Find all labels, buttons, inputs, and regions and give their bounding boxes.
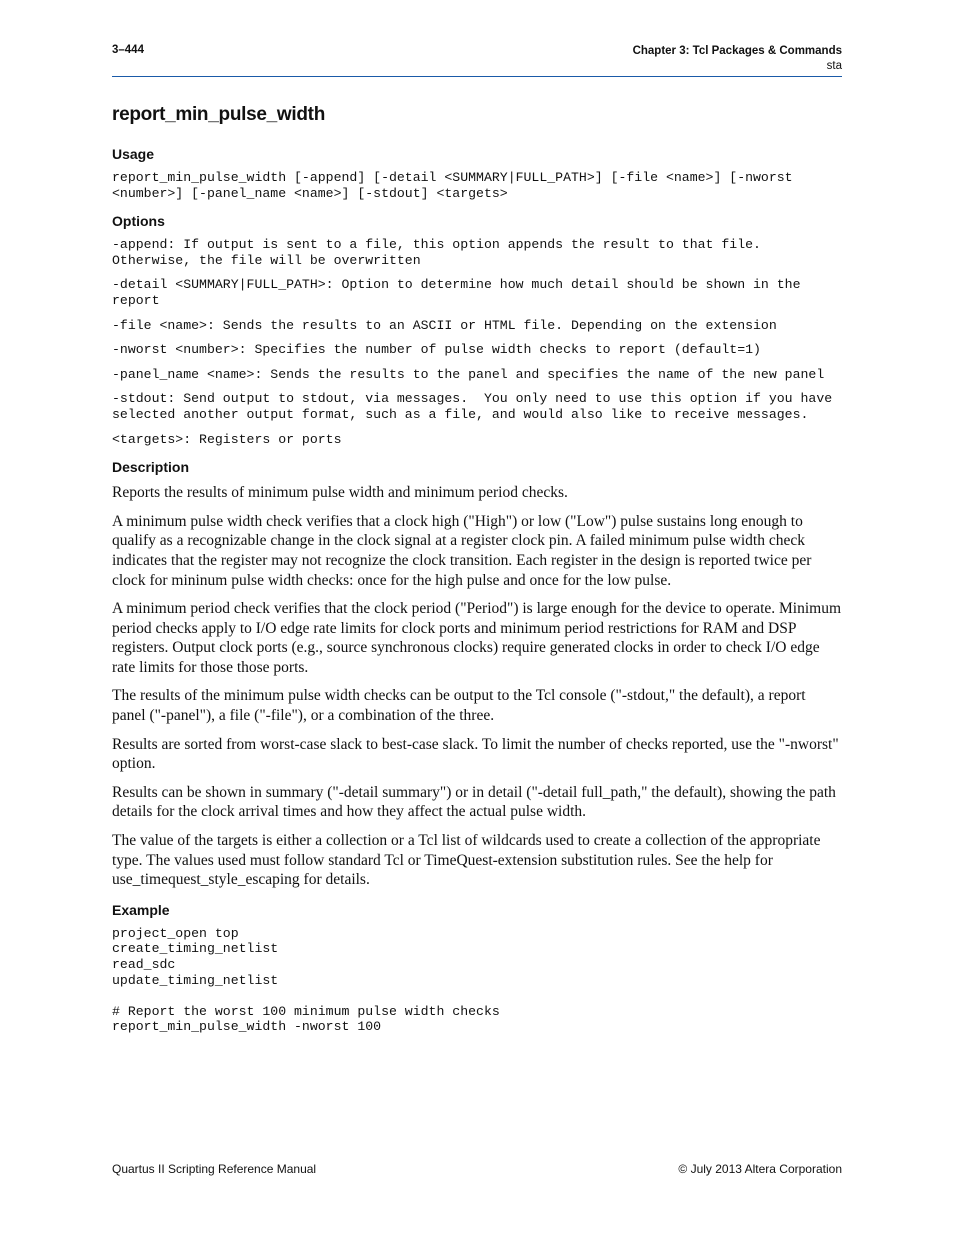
description-section (112, 459, 842, 890)
command-title: report_min_pulse_width (112, 104, 325, 125)
option-item: -append: If output is sent to a file, this option appends the result to that file. Otherwise, the file will be overwritten (112, 237, 769, 268)
page-number: 3–444 (112, 44, 144, 56)
usage-section (112, 146, 842, 201)
description-paragraph: The results of the minimum pulse width checks can be output to the Tcl console ("-stdout," the default), a report panel ("-panel"), a file ("-file"), or a combination of the three. (112, 687, 806, 725)
usage-text: report_min_pulse_width [-append] [-detail <SUMMARY|FULL_PATH>] [-file <name>] [-nworst <number>] [-panel_name <name>] [-stdout] <targets> (112, 170, 801, 201)
options-heading: Options (112, 213, 165, 230)
option-item: -file <name>: Sends the results to an ASCII or HTML file. Depending on the extension (112, 317, 777, 333)
description-paragraph: Results are sorted from worst-case slack to best-case slack. To limit the number of checks reported, use the "-nworst" option. (112, 735, 839, 773)
option-item: -detail <SUMMARY|FULL_PATH>: Option to determine how much detail should be shown in the report (112, 277, 809, 308)
footer-copyright: © July 2013 Altera Corporation (678, 1162, 842, 1176)
footer-manual-title: Quartus II Scripting Reference Manual (112, 1162, 317, 1176)
description-paragraph: Results can be shown in summary ("-detail summary") or in detail ("-detail full_path," the default), showing the path details for the clock arrival times and how they affect the actual pulse width. (112, 783, 836, 821)
description-paragraph: A minimum pulse width check verifies that a clock high ("High") or low ("Low") pulse sustains long enough to qualify as a recognizable change in the clock signal at a register clock pin. A failed minimum pulse width check indicates that the register may not recognize the clock transition. Each register in the design is reported twice per clock for mininum pulse width checks: once for the high pulse and once for the low pulse. (112, 512, 812, 589)
options-section (112, 213, 842, 447)
running-header (633, 44, 842, 74)
usage-heading: Usage (112, 146, 155, 162)
page-content (112, 104, 842, 1047)
option-item: -stdout: Send output to stdout, via messages. You only need to use this option if you have selected another output format, such as a file, and would also like to receive messages. (112, 391, 841, 422)
example-heading: Example (112, 901, 170, 918)
description-paragraph: A minimum period check verifies that the clock period ("Period") is large enough for the device to operate. Minimum period checks apply to I/O edge rate limits for clock ports and minimum period restrictions for RAM and DSP registers. Output clock ports (e.g., source synchronous clocks) require generated clocks in order to check I/O edge rate limits for those those ports. (112, 600, 842, 676)
option-item: <targets>: Registers or ports (112, 431, 342, 447)
description-paragraph: The value of the targets is either a collection or a Tcl list of wildcards used to create a collection of the appropriate type. The values used must follow standard Tcl or TimeQuest-extension substitution rules. See the help for use_timequest_style_escaping for details. (112, 832, 821, 889)
header-rule (112, 76, 842, 77)
description-heading: Description (112, 459, 190, 476)
option-item: -nworst <number>: Specifies the number of pulse width checks to report (default=1) (112, 342, 761, 358)
example-section (112, 902, 842, 1035)
section-name: sta (826, 60, 842, 72)
chapter-title: Chapter 3: Tcl Packages & Commands (632, 45, 842, 57)
description-paragraph: Reports the results of minimum pulse width and minimum period checks. (112, 484, 568, 502)
option-item: -panel_name <name>: Sends the results to the panel and specifies the name of the new panel (112, 366, 825, 382)
example-code: project_open top create_timing_netlist read_sdc update_timing_netlist # Report the worst 100 minimum pulse width checks report_min_pulse_width -nworst 100 (112, 925, 500, 1035)
